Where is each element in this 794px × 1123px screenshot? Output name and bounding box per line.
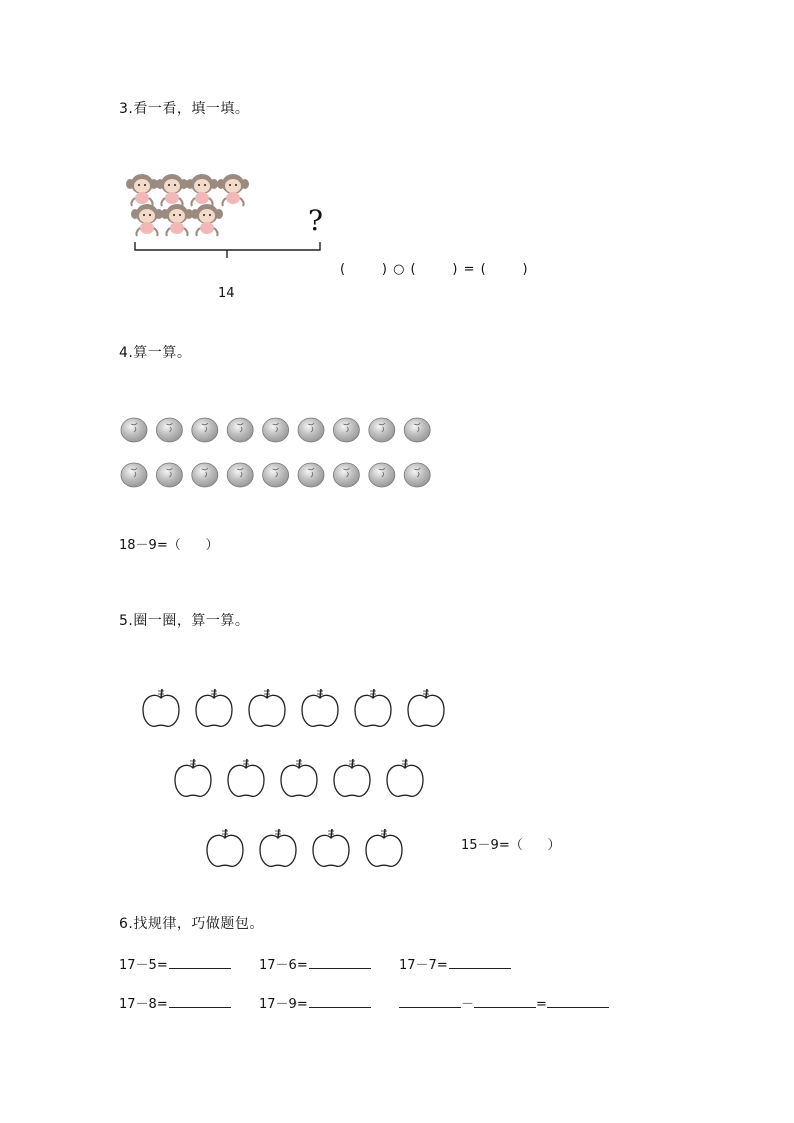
q6-item-3-label: 17－7=	[399, 958, 448, 973]
ball-icon	[404, 418, 430, 442]
monkey-icon	[191, 204, 223, 236]
ball-icon	[369, 418, 395, 442]
question-3-title: 3.看一看，填一填。	[119, 101, 250, 117]
apple-icon	[260, 829, 296, 866]
question-mark: ?	[308, 204, 324, 237]
ball-icon	[298, 418, 324, 442]
monkey-icon	[217, 174, 249, 206]
equals-sign: =	[536, 997, 547, 1012]
apple-icon	[366, 829, 402, 866]
q6-item-5[interactable]	[259, 993, 371, 1012]
total-label: 14	[218, 286, 235, 301]
q6-item-4[interactable]	[119, 993, 231, 1012]
q6-item-1-label: 17－5=	[119, 958, 168, 973]
ball-icon	[192, 418, 218, 442]
apple-icon	[249, 689, 285, 726]
ball-icon	[298, 463, 324, 487]
ball-icon	[263, 418, 289, 442]
monkey-icon	[161, 204, 193, 236]
answer-blank[interactable]	[474, 995, 536, 1008]
ball-icon	[227, 418, 253, 442]
ball-icon	[121, 463, 147, 487]
q3-answer-template[interactable]: ( ) ○ ( ) = ( )	[340, 262, 528, 277]
balls-illustration	[118, 415, 438, 495]
answer-blank[interactable]	[309, 956, 371, 969]
ball-icon	[369, 463, 395, 487]
apple-icon	[408, 689, 444, 726]
question-5-title: 5.圈一圈，算一算。	[119, 613, 250, 629]
q6-item-4-label: 17－8=	[119, 997, 168, 1012]
ball-icon	[404, 463, 430, 487]
answer-blank[interactable]	[169, 995, 231, 1008]
q6-item-2-label: 17－6=	[259, 958, 308, 973]
apple-icon	[143, 689, 179, 726]
ball-icon	[121, 418, 147, 442]
q6-item-1[interactable]	[119, 954, 231, 973]
apples-illustration	[135, 680, 465, 870]
monkey-icon	[186, 174, 218, 206]
answer-blank[interactable]	[399, 995, 461, 1008]
monkey-icon	[131, 204, 163, 236]
bracket-line	[135, 242, 320, 250]
q4-equation[interactable]: 18－9=（ ）	[119, 538, 219, 553]
monkey-icon	[126, 174, 158, 206]
apple-icon	[281, 759, 317, 796]
q5-equation[interactable]: 15－9=（ ）	[461, 838, 561, 853]
apple-icon	[175, 759, 211, 796]
monkey-icon	[156, 174, 188, 206]
q6-item-5-label: 17－9=	[259, 997, 308, 1012]
apple-icon	[313, 829, 349, 866]
answer-blank[interactable]	[547, 995, 609, 1008]
ball-icon	[227, 463, 253, 487]
ball-icon	[263, 463, 289, 487]
apple-icon	[196, 689, 232, 726]
q6-pattern-equation[interactable]	[399, 993, 609, 1012]
answer-blank[interactable]	[449, 956, 511, 969]
answer-blank[interactable]	[169, 956, 231, 969]
question-6-title: 6.找规律，巧做题包。	[119, 916, 264, 932]
ball-icon	[156, 463, 182, 487]
ball-icon	[156, 418, 182, 442]
question-4-title: 4.算一算。	[119, 345, 192, 361]
ball-icon	[333, 418, 359, 442]
apple-icon	[387, 759, 423, 796]
apple-icon	[302, 689, 338, 726]
ball-icon	[192, 463, 218, 487]
apple-icon	[207, 829, 243, 866]
q6-item-2[interactable]	[259, 954, 371, 973]
monkey-group-illustration	[120, 170, 330, 260]
answer-blank[interactable]	[309, 995, 371, 1008]
q6-item-3[interactable]	[399, 954, 511, 973]
apple-icon	[228, 759, 264, 796]
ball-icon	[333, 463, 359, 487]
minus-sign: －	[461, 997, 475, 1012]
apple-icon	[355, 689, 391, 726]
apple-icon	[334, 759, 370, 796]
